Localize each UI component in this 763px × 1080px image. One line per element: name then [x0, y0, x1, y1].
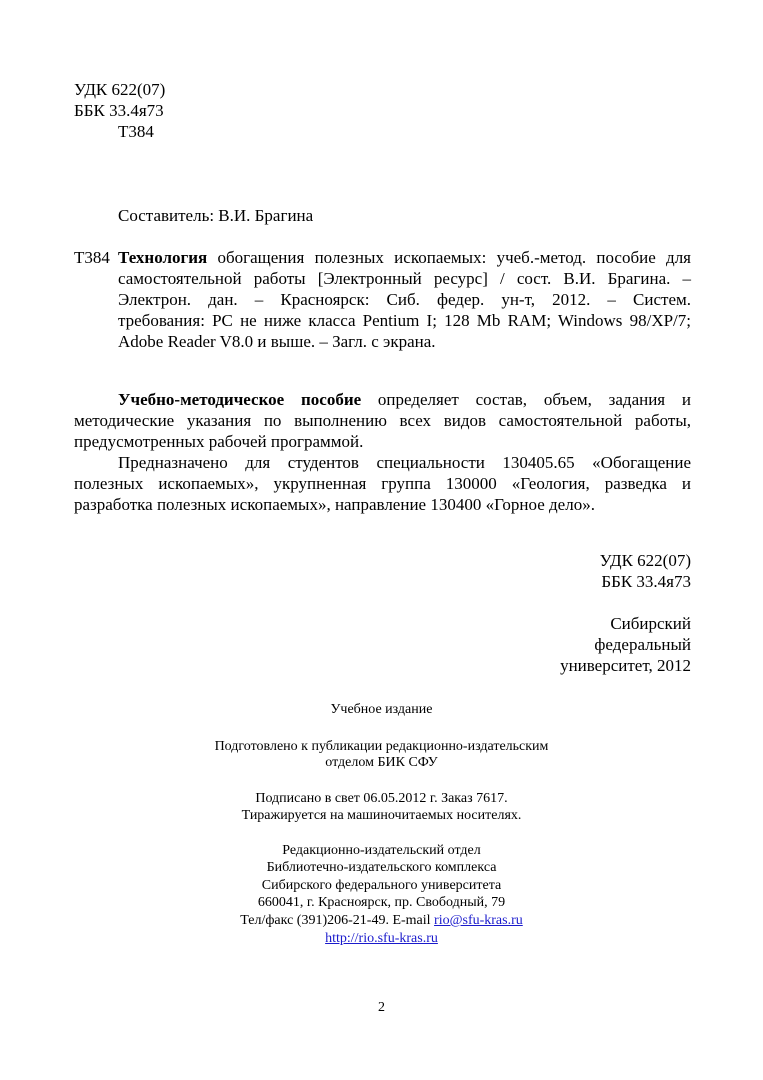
bbk-code: ББК 33.4я73 [74, 101, 164, 120]
dept-line-3: Сибирского федерального университета [261, 878, 502, 893]
bib-title: Технология [118, 248, 208, 267]
abstract-bold: Учебно-методическое пособие [118, 390, 362, 409]
bib-record [118, 247, 691, 352]
bib-line-5: Adobe Reader V8.0 и выше. – Загл. с экрана. [118, 332, 436, 351]
audience-line-3: разработка полезных ископаемых», направление 130400 «Горное дело». [74, 495, 595, 514]
contact-line [0, 911, 763, 930]
abstract-paragraph-2 [74, 452, 691, 515]
dept-line-2: Библиотечно-издательского комплекса [266, 860, 497, 875]
university-line-3: университет, 2012 [560, 656, 691, 675]
bib-line-4: требования: PC не ниже класса Pentium I; 128 Mb RAM; Windows 98/XP/7; [118, 311, 691, 330]
email-link[interactable]: rio@sfu-kras.ru [434, 913, 523, 928]
bib-line-2: самостоятельной работы [Электронный ресурс] / сост. В.И. Брагина. – [118, 269, 691, 288]
audience-line-1: Предназначено для студентов специальности 130405.65 «Обогащение [118, 453, 691, 472]
prepared-line-2: отделом БИК СФУ [325, 755, 438, 770]
dept-line-1: Редакционно-издательский отдел [282, 843, 481, 858]
university-line-1: Сибирский [610, 614, 691, 633]
abstract-line-3: предусмотренных рабочей программой. [74, 432, 364, 451]
prepared-line-1: Подготовлено к публикации редакционно-издательским [214, 739, 549, 754]
bib-line-1: Технология обогащения полезных ископаемых: учеб.-метод. пособие для [118, 248, 691, 267]
bib-code: Т384 [74, 248, 110, 267]
abstract-line-2: методические указания по выполнению всех видов самостоятельной работы, [74, 411, 691, 430]
abstract-paragraph-1 [74, 389, 691, 452]
website-link[interactable]: http://rio.sfu-kras.ru [325, 931, 438, 946]
abstract-line-1: Учебно-методическое пособие определяет состав, объем, задания и [118, 390, 691, 409]
right-bbk: ББК 33.4я73 [601, 572, 691, 591]
edition-type: Учебное издание [330, 702, 433, 717]
right-udk: УДК 622(07) [599, 551, 691, 570]
bib-line-3: Электрон. дан. – Красноярск: Сиб. федер. ун-т, 2012. – Систем. [118, 290, 691, 309]
copies-line: Тиражируется на машиночитаемых носителях. [241, 808, 522, 823]
compiler-line: Составитель: В.И. Брагина [118, 206, 314, 225]
website-line [0, 929, 763, 948]
phone-text: Тел/факс (391)206-21-49. E-mail [240, 913, 435, 928]
author-sign: Т384 [118, 122, 154, 141]
page-number: 2 [378, 1000, 385, 1015]
udk-code: УДК 622(07) [74, 80, 166, 99]
signed-line: Подписано в свет 06.05.2012 г. Заказ 7617. [255, 791, 508, 806]
address-line: 660041, г. Красноярск, пр. Свободный, 79 [257, 895, 506, 910]
university-line-2: федеральный [594, 635, 691, 654]
audience-line-2: полезных ископаемых», укрупненная группа 130000 «Геология, разведка и [74, 474, 691, 493]
